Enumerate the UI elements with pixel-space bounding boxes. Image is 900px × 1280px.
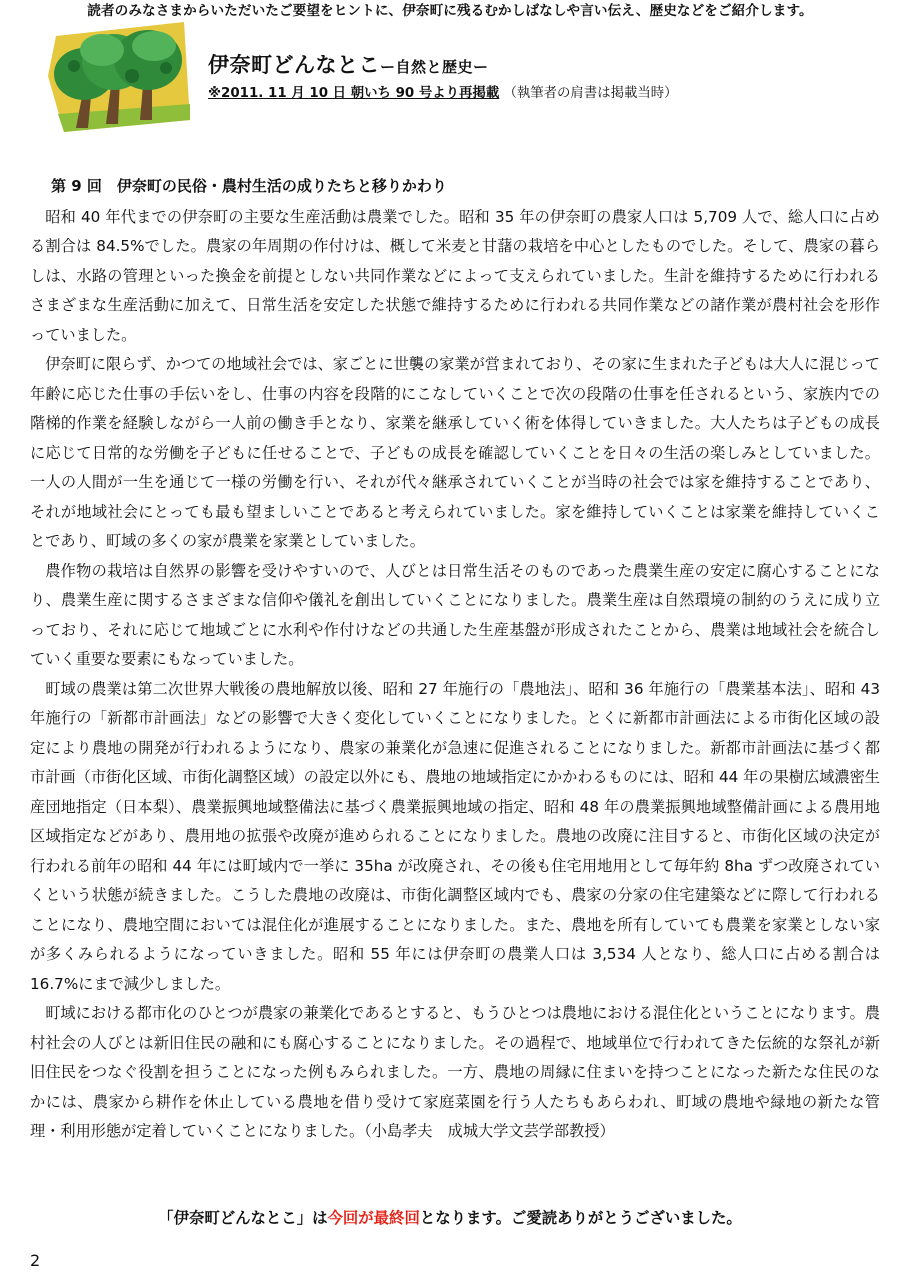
closing-text-end: となります。ご愛読ありがとうございました。: [419, 1209, 742, 1227]
closing-text-start: 「伊奈町どんなとこ」は: [158, 1209, 328, 1227]
article-heading: 第 9 回 伊奈町の民俗・農村生活の成りたちと移りかわり: [51, 177, 447, 195]
article-paragraph: 町域における都市化のひとつが農家の兼業化であるとすると、もうひとつは農地における混住化ということになります。農村社会の人びとは新旧住民の融和にも腐心することになりました。その過程で、地域単位で行われてきた伝統的な祭礼が新旧住民をつなぐ役割を担うことになった例もみられました。一方、農地の周縁に住まいを持つことになった新たな住民のなかには、農家から耕作を休止している農地を借り受けて家庭菜園を行う人たちもあらわれ、町域の農地や緑地の新たな管理・利用形態が定着していくことになりました。（小島孝夫 成城大学文芸学部教授）: [30, 1004, 880, 1140]
article-paragraph: 伊奈町に限らず、かつての地域社会では、家ごとに世襲の家業が営まれており、その家に生まれた子どもは大人に混じって年齢に応じた仕事の手伝いをし、仕事の内容を段階的にこなしていくことで次の段階の仕事を任されるという、家族内での階梯的作業を経験しながら一人前の働き手となり、家業を継承していく術を体得していきました。大人たちは子どもの成長に応じて日常的な労働を子どもに任せることで、子どもの成長を確認していくことを日々の生活の楽しみとしていました。一人の人間が一生を通じて一様の労働を行い、それが代々継承されていくことが当時の社会では家を維持することであり、それが地域社会にとっても最も望ましいことであると考えられていました。家を維持していくことは家業を維持していくことであり、町域の多くの家が農業を家業としていました。: [30, 355, 880, 550]
article-paragraph: 町域の農業は第二次世界大戦後の農地解放以後、昭和 27 年施行の「農地法」、昭和 36 年施行の「農業基本法」、昭和 43 年施行の「新都市計画法」などの影響で大きく変化していくことになりました。とくに新都市計画法による市街化区域の設定により農地の開発が行われるようになり、農家の兼業化が急速に促進されることになりました。新都市計画法に基づく都市計画（市街化区域、市街化調整区域）の設定以外にも、農地の地域指定にかかわるものには、昭和 44 年の果樹広域濃密生産団地指定（日本梨）、農業振興地域整備法に基づく農業振興地域の指定、昭和 48 年の農業振興地域整備計画による農用地区域指定などがあり、農用地の拡張や改廃が進められることになりました。農地の改廃に注目すると、市街化区域の決定が行われる前年の昭和 44 年には町域内で一挙に 35ha が改廃され、その後も住宅用地用として毎年約 8ha ずつ改廃されていくという状態が続きました。こうした農地の改廃は、市街化調整区域内でも、農家の分家の住宅建築などに際して行われることになり、農地空間においては混住化が進展することになりました。また、農地を所有していても農業を家業としない家が多くみられるようになっていきました。昭和 55 年には伊奈町の農業人口は 3,534 人となり、総人口に占める割合は 16.7%にまで減少しました。: [30, 679, 881, 993]
page-number: 2: [30, 1251, 41, 1270]
column-header: [208, 50, 678, 105]
closing-message: [0, 1205, 900, 1231]
article-paragraph: 昭和 40 年代までの伊奈町の主要な生産活動は農業でした。昭和 35 年の伊奈町の農家人口は 5,709 人で、総人口に占める割合は 84.5%でした。農家の年周期の作付けは、概して米麦と甘藷の栽培を中心としたものでした。そして、農家の暮らしは、水路の管理といった換金を前提としない共同作業などによって支えられていました。生計を維持するために行われるさまざまな生産活動に加えて、日常生活を安定した状態で維持するために行われる共同作業などの諸作業が農村社会を形作っていました。: [30, 207, 880, 344]
article: [30, 172, 880, 1147]
final-issue-highlight: 今回が最終回: [327, 1209, 420, 1227]
author-title-note: （執筆者の肩書は掲載当時）: [503, 86, 678, 101]
column-subtitle: ー自然と歴史ー: [380, 58, 489, 76]
intro-text: 読者のみなさまからいただいたご要望をヒントに、伊奈町に残るむかしばなしや言い伝え、歴史などをご紹介します。: [87, 3, 813, 19]
column-title: 伊奈町どんなとこ: [208, 53, 380, 77]
article-paragraph: 農作物の栽培は自然界の影響を受けやすいので、人びとは日常生活そのものであった農業生産の安定に腐心することになり、農業生産に関するさまざまな信仰や儀礼を創出していくことになりました。農業生産は自然環境の制約のうえに成り立っており、それに応じて地域ごとに水利や作付けなどの共通した生産基盤が形成されたことから、農業は地域社会を統合していく重要な要素にもなっていました。: [30, 561, 880, 668]
republication-notice: ※2011. 11 月 10 日 朝いち 90 号より再掲載: [208, 86, 500, 101]
trees-icon: [44, 16, 194, 134]
